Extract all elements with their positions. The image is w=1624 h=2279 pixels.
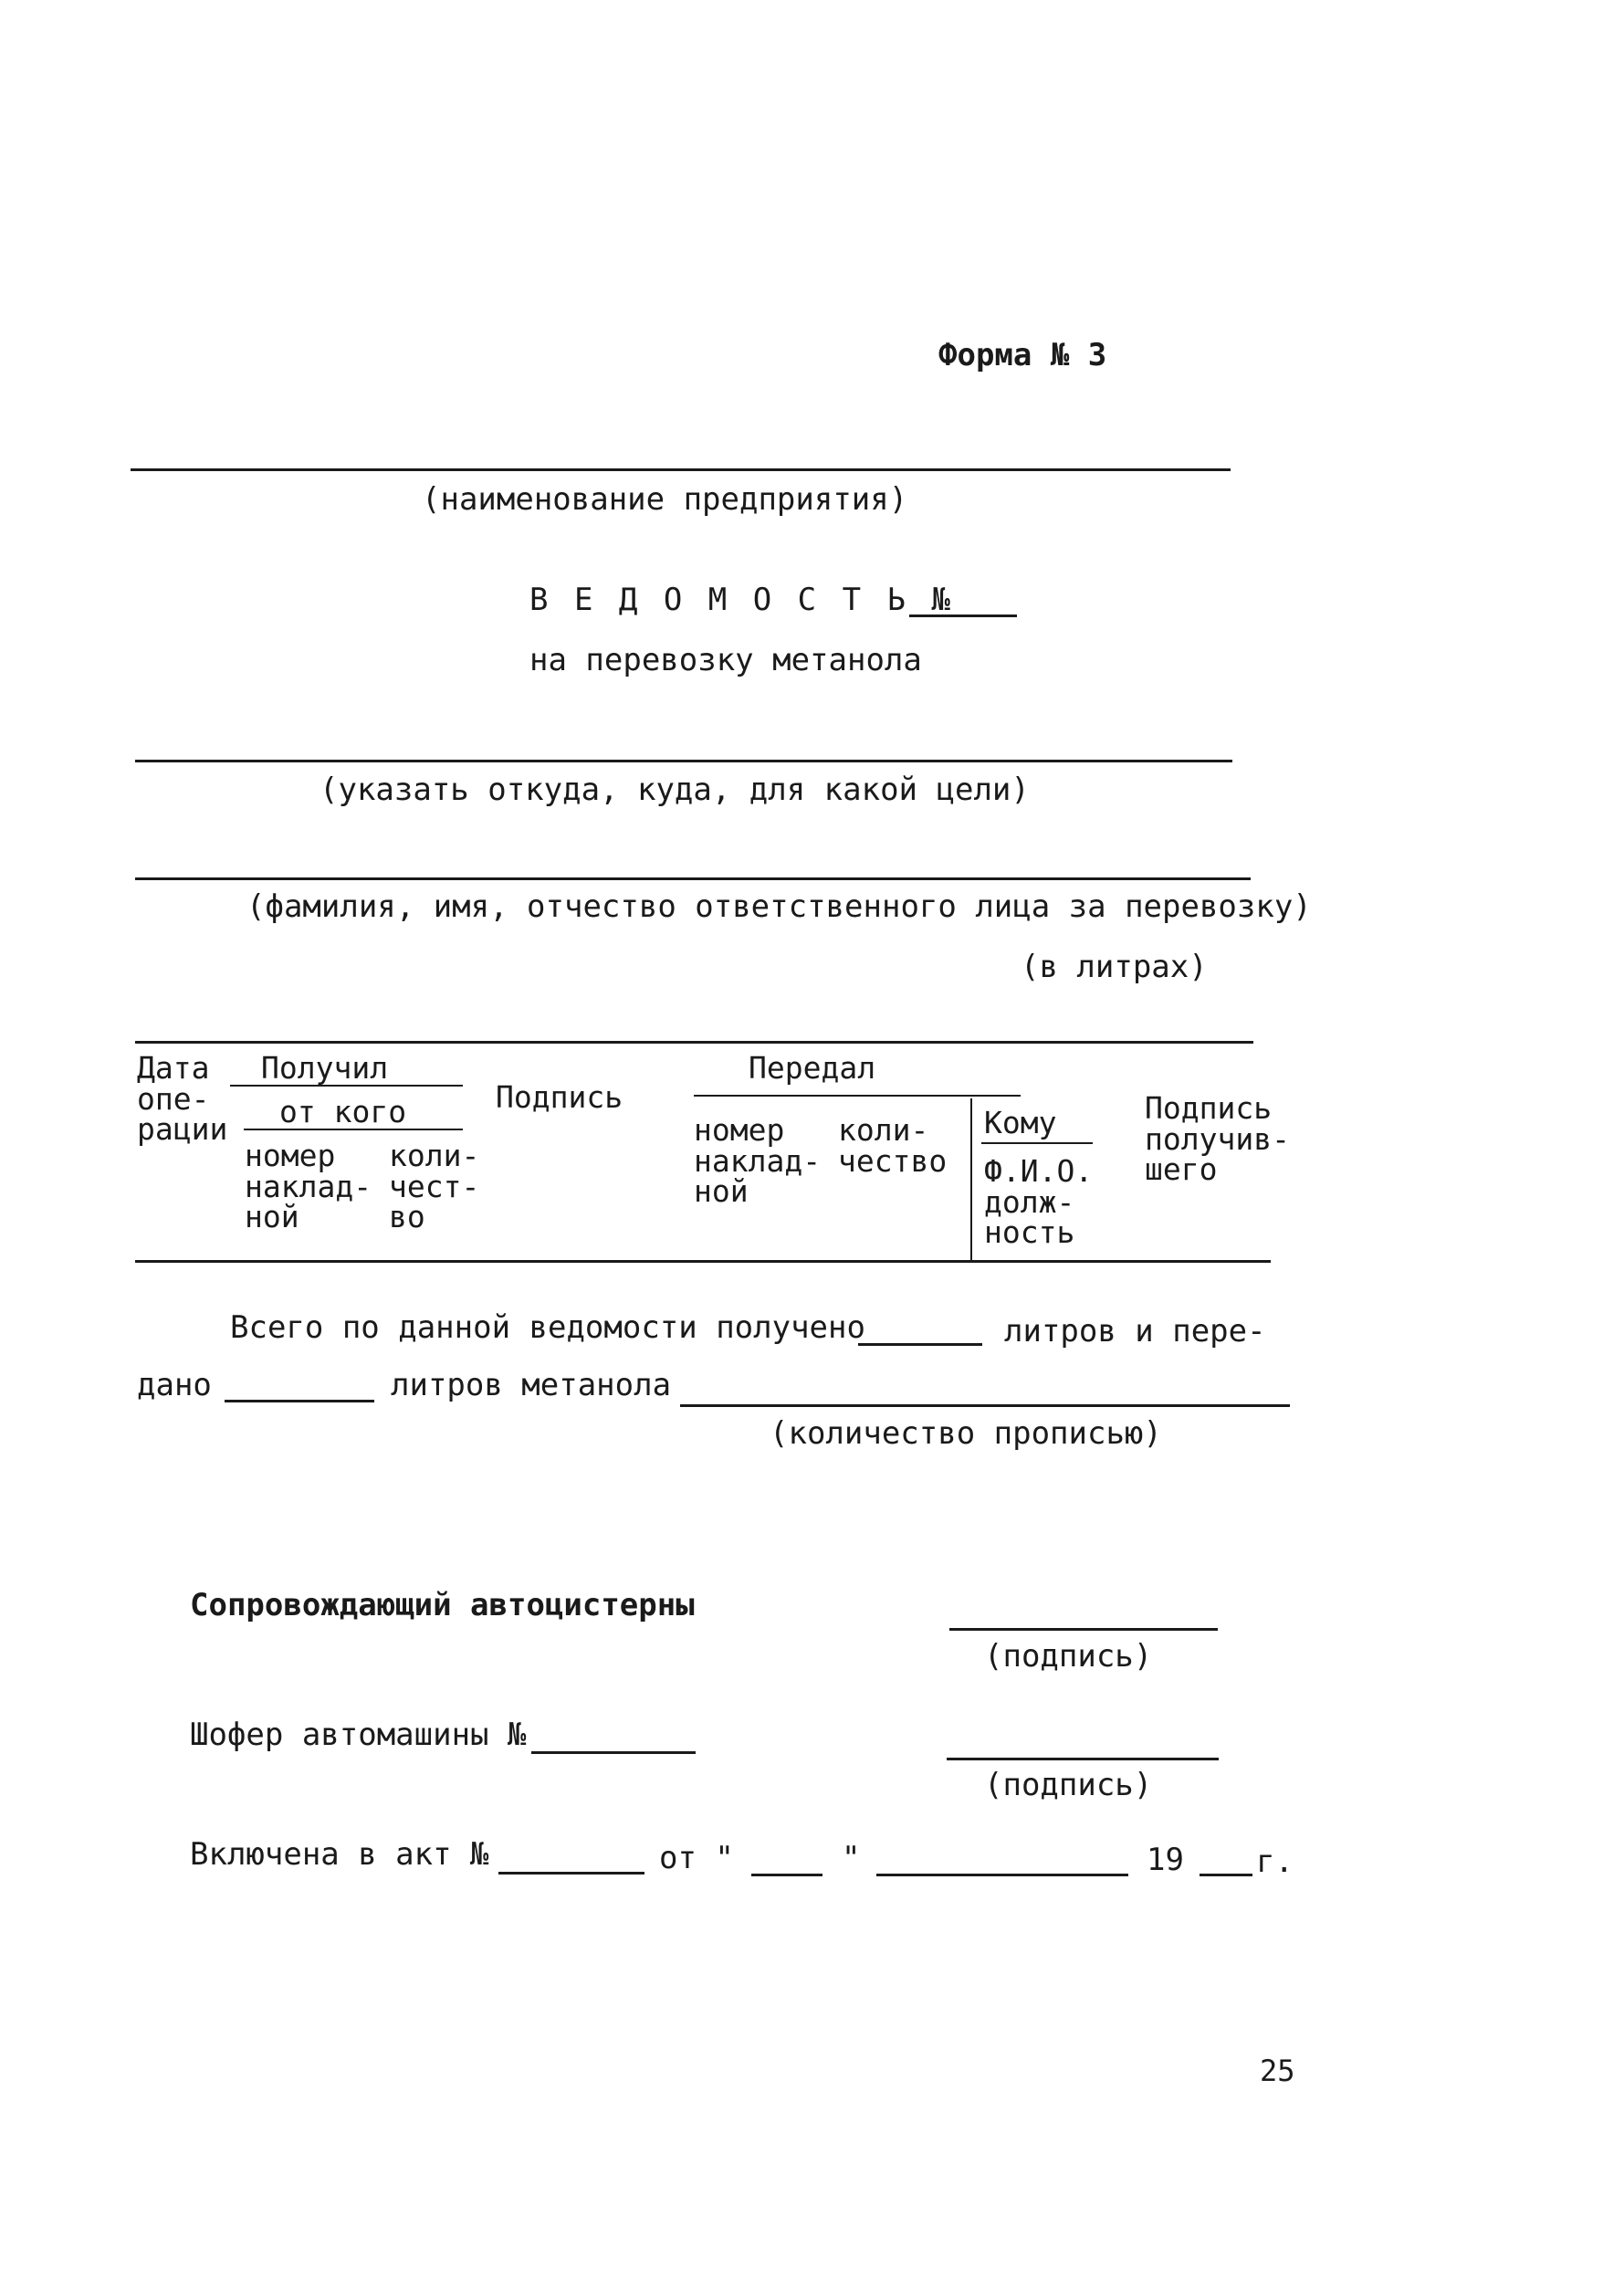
- date-quote-close: ": [842, 1840, 861, 1876]
- date-column-header: Дата опе- рации: [137, 1050, 228, 1148]
- driver-label: Шофер автомашины №: [190, 1717, 527, 1753]
- page-number: 25: [1260, 2053, 1295, 2088]
- from-whom-header: от кого: [279, 1094, 407, 1129]
- date-from-label: от ": [659, 1840, 734, 1876]
- document-subtitle: на перевозку метанола: [529, 642, 922, 678]
- vehicle-number-field[interactable]: [531, 1751, 696, 1754]
- transferred-header: Передал: [749, 1050, 876, 1086]
- from-whom-rule: [244, 1129, 463, 1130]
- day-field[interactable]: [751, 1874, 822, 1876]
- year-suffix: г.: [1256, 1843, 1294, 1880]
- route-field[interactable]: [135, 760, 1232, 762]
- driver-signature-field[interactable]: [947, 1758, 1219, 1760]
- liters-methanol-label: литров метанола: [391, 1367, 672, 1403]
- document-title: В Е Д О М О С Т Ь №: [529, 582, 954, 618]
- driver-signature-caption: (подпись): [984, 1767, 1153, 1803]
- to-whom-rule: [981, 1142, 1093, 1144]
- form-number-label: Форма № 3: [938, 337, 1107, 373]
- enterprise-name-field[interactable]: [131, 468, 1231, 471]
- received-header: Получил: [261, 1050, 389, 1086]
- escort-label: Сопровождающий автоцистерны: [190, 1587, 695, 1623]
- units-note: (в литрах): [1021, 949, 1208, 985]
- year-prefix: 19: [1147, 1842, 1184, 1878]
- transferred-label: дано: [137, 1367, 212, 1403]
- amount-in-words-caption: (количество прописью): [770, 1415, 1162, 1452]
- table-bottom-rule: [135, 1260, 1271, 1263]
- to-whom-header: Кому: [984, 1105, 1057, 1140]
- table-top-rule: [135, 1041, 1253, 1044]
- quantity-header-1: коли- чест- во: [389, 1138, 480, 1235]
- signature-header: Подпись: [496, 1079, 623, 1115]
- enterprise-name-caption: (наименование предприятия): [422, 481, 908, 518]
- to-whom-divider: [970, 1098, 972, 1263]
- escort-signature-field[interactable]: [949, 1628, 1218, 1631]
- responsible-person-field[interactable]: [135, 877, 1251, 880]
- recipient-signature-header: Подпись получив- шего: [1145, 1090, 1290, 1188]
- invoice-number-header-1: номер наклад- ной: [245, 1138, 372, 1235]
- liters-and-transferred-label: литров и пере-: [1004, 1313, 1266, 1350]
- total-received-label: Всего по данной ведомости получено: [230, 1309, 865, 1346]
- act-label: Включена в акт №: [190, 1836, 489, 1873]
- received-liters-field[interactable]: [858, 1343, 982, 1346]
- transferred-liters-field[interactable]: [225, 1400, 374, 1402]
- responsible-person-caption: (фамилия, имя, отчество ответственного лица за перевозку): [246, 888, 1312, 925]
- amount-in-words-field[interactable]: [680, 1404, 1290, 1407]
- act-number-field[interactable]: [498, 1872, 644, 1875]
- transferred-header-rule: [694, 1095, 1021, 1097]
- year-field[interactable]: [1200, 1874, 1252, 1876]
- received-header-rule: [230, 1085, 463, 1087]
- month-field[interactable]: [876, 1874, 1128, 1876]
- invoice-number-header-2: номер наклад- ной: [694, 1112, 822, 1210]
- document-number-field[interactable]: [909, 614, 1017, 617]
- escort-signature-caption: (подпись): [984, 1638, 1153, 1675]
- quantity-header-2: коли- чество: [838, 1112, 948, 1179]
- route-caption: (указать откуда, куда, для какой цели): [320, 772, 1030, 808]
- fio-position-header: Ф.И.О. долж- ность: [984, 1153, 1094, 1251]
